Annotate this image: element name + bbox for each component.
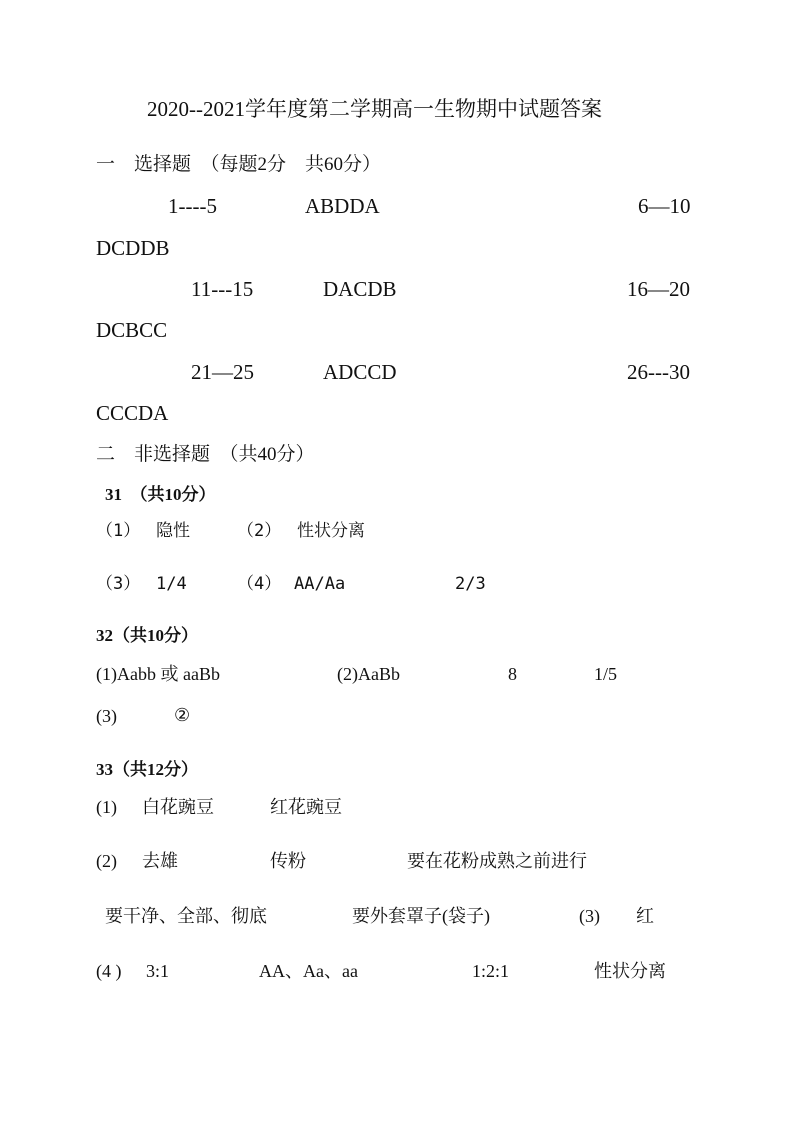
q31-part2-label: （2） <box>237 521 282 541</box>
section1-heading: 一 选择题 （每题2分 共60分） <box>96 154 382 175</box>
page-title: 2020--2021学年度第二学期高一生物期中试题答案 <box>147 97 602 121</box>
q33-heading: 33（共12分） <box>96 760 198 779</box>
q33-part2-answer-b: 传粉 <box>270 851 306 871</box>
range-21-25: 21—25 <box>191 360 254 384</box>
q33-part1-answer-a: 白花豌豆 <box>142 797 214 817</box>
q32-part3-answer: ② <box>174 705 191 725</box>
range-6-10: 6—10 <box>638 194 691 218</box>
q31-part2-answer: 性状分离 <box>297 521 365 541</box>
q33-part3-answer: 红 <box>636 906 654 926</box>
q32-part2-count: 8 <box>508 664 517 684</box>
q32-part1-answer: (1)Aabb 或 aaBb <box>96 664 220 684</box>
q33-part2-answer-e: 要外套罩子(袋子) <box>352 906 490 926</box>
q32-part2-fraction: 1/5 <box>594 664 618 684</box>
answers-1-5: ABDDA <box>305 194 380 218</box>
q32-heading: 32（共10分） <box>96 626 198 645</box>
q33-part4-ratio: 3:1 <box>146 961 170 981</box>
answers-16-20: DCBCC <box>96 318 168 342</box>
answers-26-30: CCCDA <box>96 401 169 425</box>
q31-part4-probability: 2/3 <box>455 574 486 594</box>
q33-part2-answer-c: 要在花粉成熟之前进行 <box>407 851 587 871</box>
q33-part4-genotypes: AA、Aa、aa <box>259 961 358 981</box>
answers-21-25: ADCCD <box>323 360 397 384</box>
q31-part4-label: （4） <box>237 574 282 594</box>
q33-part1-label: (1) <box>96 797 117 817</box>
q33-part4-answer: 性状分离 <box>594 961 666 981</box>
answers-11-15: DACDB <box>323 277 397 301</box>
q32-part2-answer: (2)AaBb <box>337 664 400 684</box>
q33-part2-answer-d: 要干净、全部、彻底 <box>105 906 267 926</box>
q33-part4-label: (4 ) <box>96 961 122 981</box>
section2-heading: 二 非选择题 （共40分） <box>96 444 315 465</box>
q31-part1-label: （1） <box>96 521 141 541</box>
q31-part1-answer: 隐性 <box>156 521 190 541</box>
range-1-5: 1----5 <box>168 194 217 218</box>
q33-part3-label: (3) <box>579 906 600 926</box>
q31-heading: 31 （共10分） <box>105 485 216 504</box>
q31-part3-answer: 1/4 <box>156 574 187 594</box>
range-11-15: 11---15 <box>191 277 254 301</box>
q33-part2-answer-a: 去雄 <box>142 851 178 871</box>
range-16-20: 16—20 <box>627 277 690 301</box>
q33-part4-genotype-ratio: 1:2:1 <box>472 961 510 981</box>
answers-6-10: DCDDB <box>96 236 170 260</box>
q32-part3-label: (3) <box>96 706 117 726</box>
q33-part1-answer-b: 红花豌豆 <box>270 797 342 817</box>
q31-part3-label: （3） <box>96 574 141 594</box>
range-26-30: 26---30 <box>627 360 690 384</box>
q33-part2-label: (2) <box>96 851 117 871</box>
q31-part4-answer: AA/Aa <box>294 574 346 594</box>
